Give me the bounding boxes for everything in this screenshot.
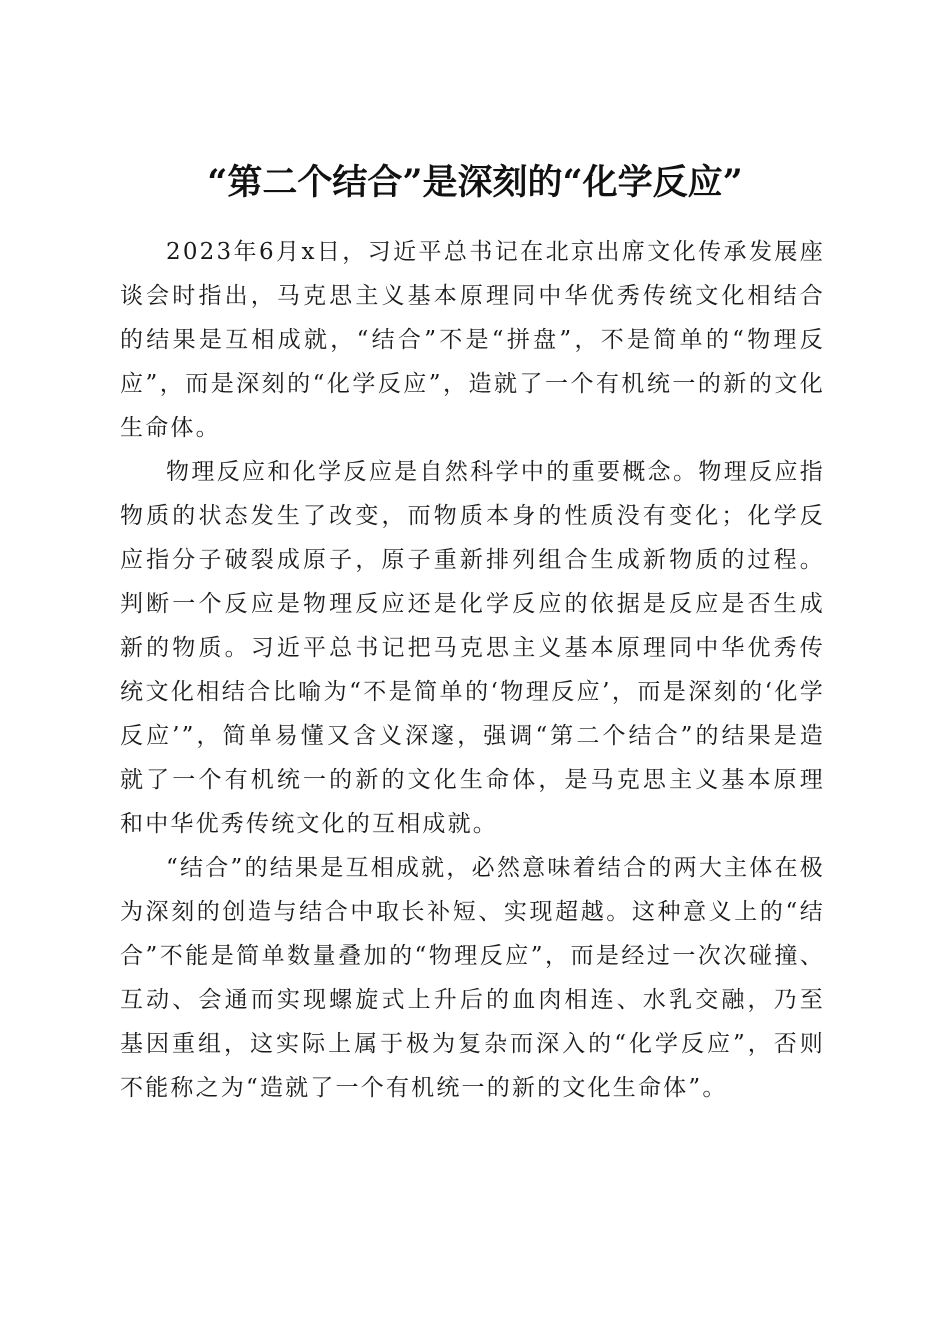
paragraph-2: 物理反应和化学反应是自然科学中的重要概念。物理反应指物质的状态发生了改变，而物质本身的性质没有变化；化学反应指分子破裂成原子，原子重新排列组合生成新物质的过程。判断一个反应是物理反应还是化学反应的依据是反应是否生成新的物质。习近平总书记把马克思主义基本原理同中华优秀传统文化相结合比喻为“不是简单的‘物理反应’，而是深刻的‘化学反应’”，简单易懂又含义深邃，强调“第二个结合”的结果是造就了一个有机统一的新的文化生命体，是马克思主义基本原理和中华优秀传统文化的互相成就。 (120, 459, 825, 837)
document-body (120, 230, 825, 1110)
paragraph-3: “结合”的结果是互相成就，必然意味着结合的两大主体在极为深刻的创造与结合中取长补短、实现超越。这种意义上的“结合”不能是简单数量叠加的“物理反应”，而是经过一次次碰撞、互动、会通而实现螺旋式上升后的血肉相连、水乳交融，乃至基因重组，这实际上属于极为复杂而深入的“化学反应”，否则不能称之为“造就了一个有机统一的新的文化生命体”。 (120, 855, 825, 1101)
document-title: “第二个结合”是深刻的“化学反应” (207, 162, 743, 204)
paragraph-1: 2023年6月x日，习近平总书记在北京出席文化传承发展座谈会时指出，马克思主义基本原理同中华优秀传统文化相结合的结果是互相成就，“结合”不是“拼盘”，不是简单的“物理反应”，而是深刻的“化学反应”，造就了一个有机统一的新的文化生命体。 (120, 239, 825, 441)
